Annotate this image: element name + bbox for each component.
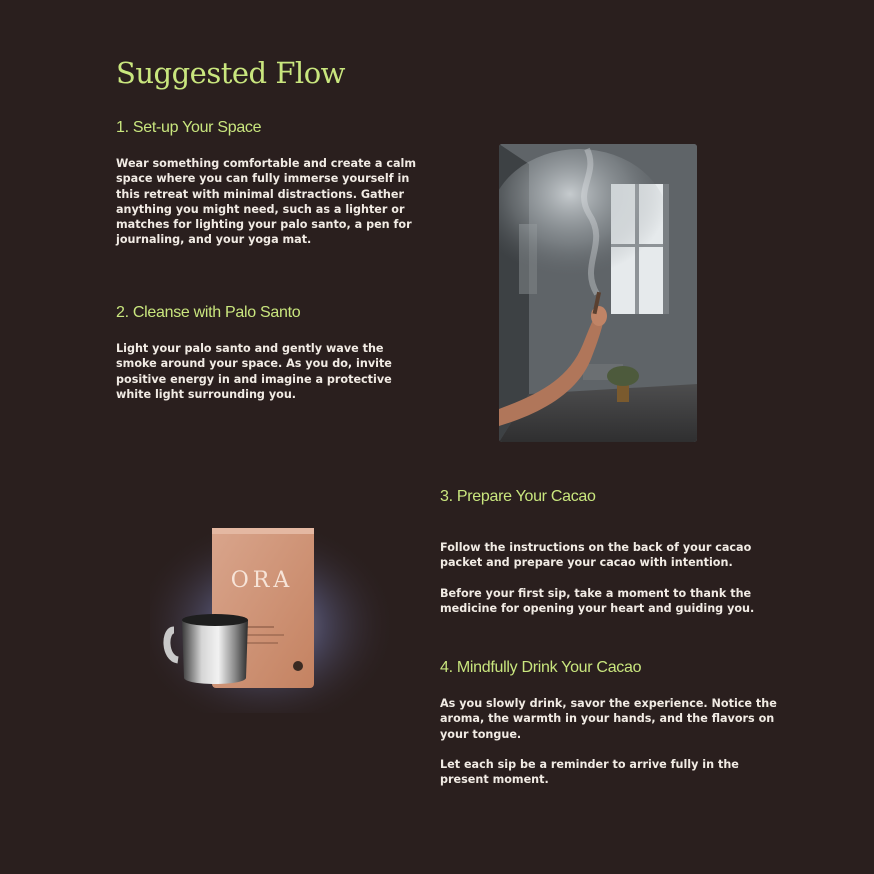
- step-3-paragraph-2: Before your first sip, take a moment to thank the medicine for opening your heart and guiding you.: [440, 586, 755, 615]
- ora-logo: ORA: [230, 568, 294, 593]
- cacao-product-photo: [150, 518, 390, 713]
- step-2-heading: 2. Cleanse with Palo Santo: [116, 304, 301, 321]
- palo-santo-smoke-photo: [499, 144, 697, 442]
- step-1-body: [116, 156, 434, 263]
- step-2-paragraph: Light your palo santo and gently wave the smoke around your space. As you do, invite positive energy in and imagine a protective white light surrounding you.: [116, 342, 392, 401]
- page-title: Suggested Flow: [116, 56, 345, 90]
- step-4-paragraph-2: Let each sip be a reminder to arrive fully in the present moment.: [440, 757, 739, 787]
- step-4-paragraph-1: As you slowly drink, savor the experience. Notice the aroma, the warmth in your hands, and the flavors on your tongue.: [440, 697, 777, 741]
- step-2-body: [116, 341, 416, 417]
- step-3-heading: 3. Prepare Your Cacao: [440, 488, 596, 505]
- step-3-paragraph-1: Follow the instructions on the back of your cacao packet and prepare your cacao with intention.: [440, 541, 752, 570]
- step-3-body: [440, 540, 785, 631]
- step-1-paragraph: Wear something comfortable and create a calm space where you can fully immerse yourself in this retreat with minimal distractions. Gather anything you might need, such as a lighter or matches for lighting your palo santo, a pen for journaling, and your yoga mat.: [116, 157, 417, 247]
- step-4-body: [440, 696, 785, 802]
- step-4-heading: 4. Mindfully Drink Your Cacao: [440, 659, 642, 676]
- step-1-heading: 1. Set-up Your Space: [116, 119, 262, 136]
